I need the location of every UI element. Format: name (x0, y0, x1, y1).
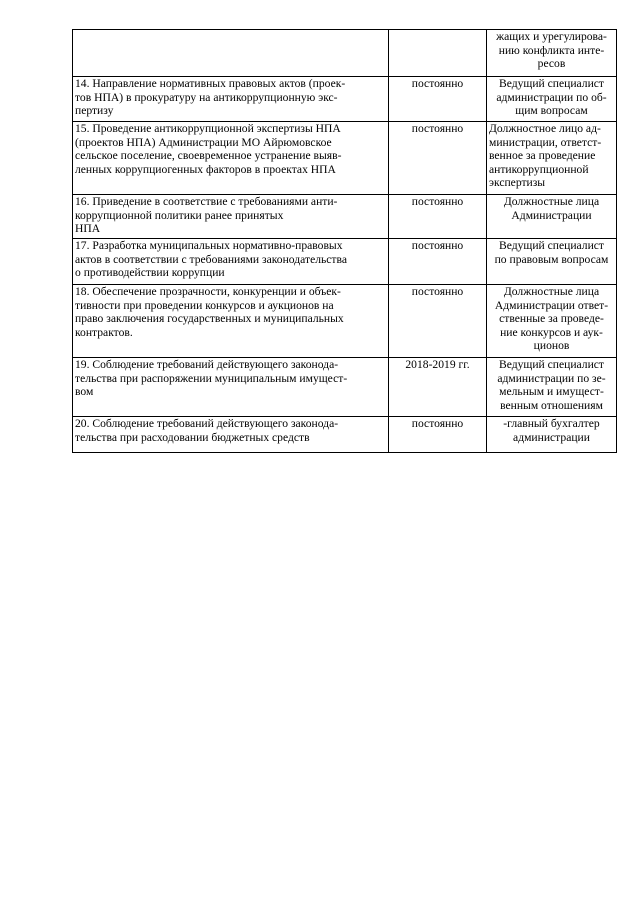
task-cell (73, 30, 389, 77)
responsible-cell (487, 358, 617, 417)
task-cell (73, 285, 389, 358)
responsible-text: Ведущий специалист по правовым вопросам (494, 239, 609, 266)
term-text: постоянно (411, 195, 464, 208)
responsible-text: Ведущий специалист администрации по об- щим вопросам (496, 77, 607, 118)
responsible-cell (487, 285, 617, 358)
term-cell (389, 122, 487, 195)
task-cell (73, 122, 389, 195)
term-cell (389, 77, 487, 122)
task-text: 14. Направление нормативных правовых актов (проек- тов НПА) в прокуратуру на антикоррупционную экс- пертизу (75, 77, 346, 118)
task-text: 20. Соблюдение требований действующего законода- тельства при расходовании бюджетных средств (75, 417, 339, 444)
term-text: 2018-2019 гг. (405, 358, 470, 371)
responsible-text: Должностное лицо ад- министрации, ответст- венное за проведение антикоррупционной экспертизы (489, 122, 602, 190)
term-cell (389, 285, 487, 358)
term-cell (389, 195, 487, 239)
responsible-cell (487, 30, 617, 77)
table-row (73, 122, 617, 195)
responsible-cell (487, 77, 617, 122)
task-text: 16. Приведение в соответствие с требованиями анти- коррупционной политики ранее принятых НПА (75, 195, 338, 236)
task-text: 17. Разработка муниципальных нормативно-правовых актов в соответствии с требованиями законодательства о противодействии коррупции (75, 239, 347, 280)
term-text: постоянно (411, 239, 464, 252)
term-cell (389, 358, 487, 417)
table-row (73, 195, 617, 239)
responsible-cell (487, 417, 617, 453)
term-text: постоянно (411, 285, 464, 298)
table-row (73, 30, 617, 77)
term-text: постоянно (411, 417, 464, 430)
responsible-cell (487, 239, 617, 285)
term-cell (389, 239, 487, 285)
task-text: 18. Обеспечение прозрачности, конкуренции и объек- тивности при проведении конкурсов и аукционов на право заключения государственных и муниципальных контрактов. (75, 285, 344, 339)
responsible-text: Ведущий специалист администрации по зе- мельным и имущест- венным отношениям (497, 358, 606, 412)
term-cell (389, 30, 487, 77)
responsible-cell (487, 195, 617, 239)
responsible-text: жащих и урегулирова- нию конфликта инте- ресов (496, 30, 607, 71)
table-row (73, 239, 617, 285)
responsible-text: -главный бухгалтер администрации (503, 417, 600, 444)
table-row (73, 285, 617, 358)
task-cell (73, 77, 389, 122)
term-cell (389, 417, 487, 453)
table-row (73, 77, 617, 122)
term-text: постоянно (411, 122, 464, 135)
table-row (73, 417, 617, 453)
responsible-text: Должностные лица Администрации (503, 195, 600, 222)
task-cell (73, 195, 389, 239)
table-row (73, 358, 617, 417)
responsible-text: Должностные лица Администрации ответ- ственные за проведе- ние конкурсов и аук- ционов (494, 285, 609, 353)
task-cell (73, 358, 389, 417)
anticorruption-plan-table (72, 29, 617, 453)
task-text: 15. Проведение антикоррупционной экспертизы НПА (проектов НПА) Администрации МО Айрюмовское сельское поселение, своевременное устранение выяв- ленных коррупциогенных факторов в проектах НПА (75, 122, 342, 176)
responsible-cell (487, 122, 617, 195)
term-text: постоянно (411, 77, 464, 90)
task-text: 19. Соблюдение требований действующего законода- тельства при распоряжении муниципальным имущест- вом (75, 358, 348, 399)
task-cell (73, 417, 389, 453)
task-cell (73, 239, 389, 285)
